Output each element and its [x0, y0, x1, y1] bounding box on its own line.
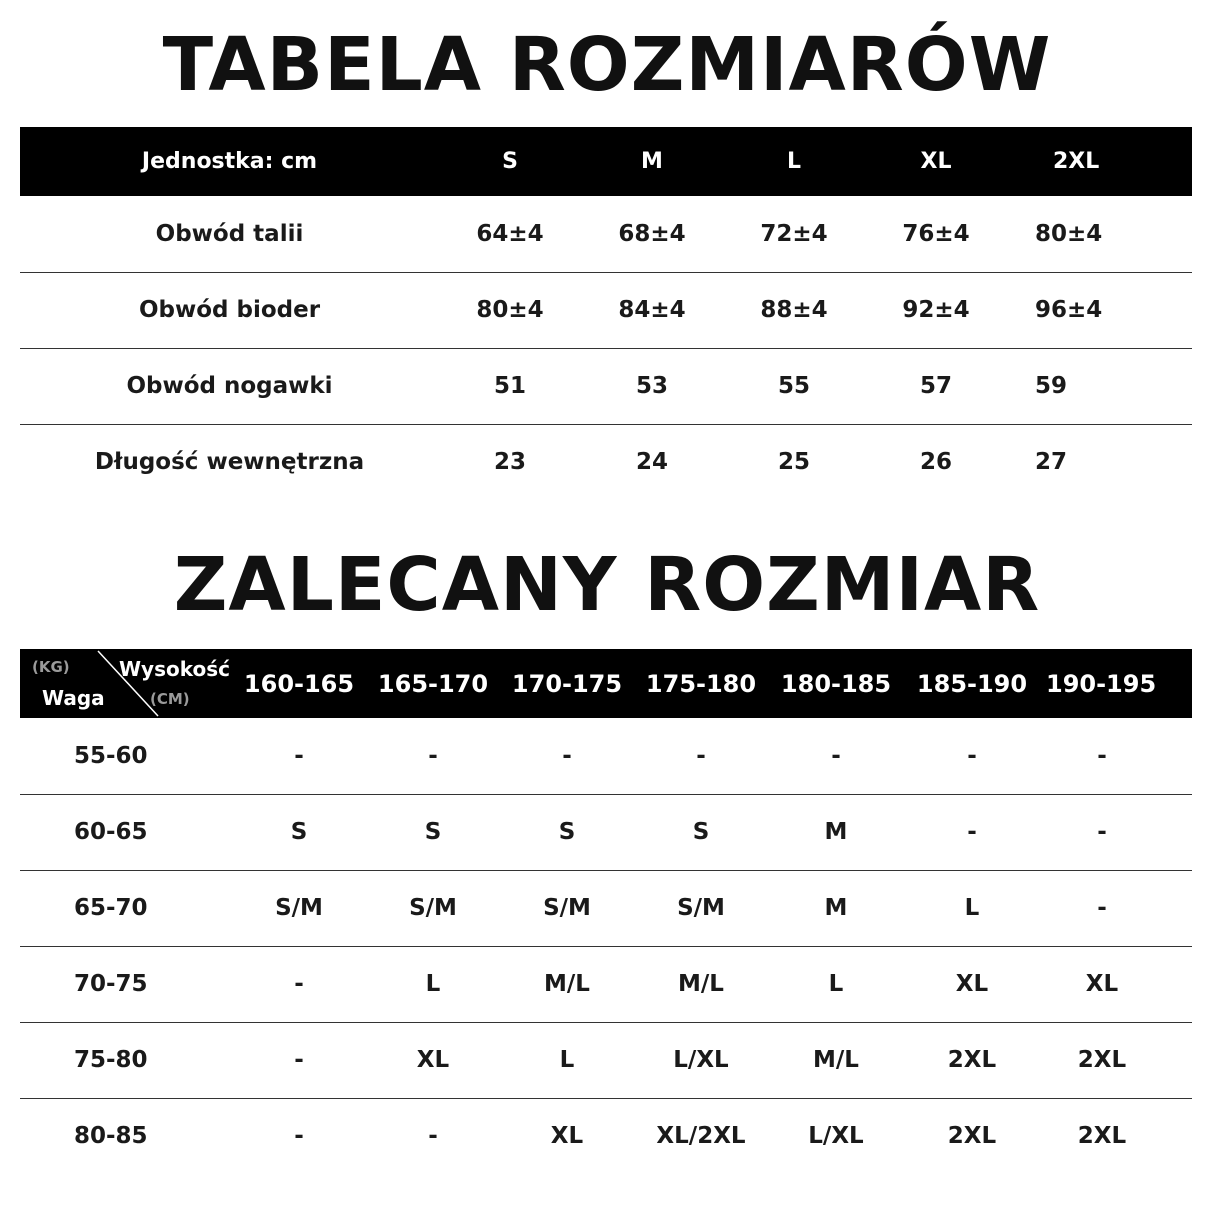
- height-header: 190-195: [1046, 669, 1157, 698]
- measurement-value: 25: [777, 449, 810, 476]
- height-unit: (CM): [150, 690, 190, 708]
- weight-range: 55-60: [20, 718, 232, 794]
- recommended-size: -: [1040, 870, 1192, 946]
- measurement-value: 27: [1035, 449, 1068, 476]
- height-header: 180-185: [780, 669, 892, 698]
- recommended-size: -: [294, 1123, 304, 1150]
- measurement-value: 53: [581, 348, 723, 424]
- size-header: XL: [920, 149, 952, 174]
- measurement-value: 64±4: [439, 196, 581, 272]
- recommended-size: L: [500, 1022, 634, 1098]
- recommended-size: L/XL: [808, 1123, 864, 1150]
- size-chart-title: TABELA ROZMIARÓW: [162, 22, 1052, 108]
- recommended-size: S: [634, 794, 768, 870]
- height-header: 170-175: [511, 669, 623, 698]
- size-header: L: [786, 149, 802, 174]
- measurement-value: 80±4: [439, 272, 581, 348]
- size-header: 2XL: [1053, 149, 1100, 174]
- measurement-value: 92±4: [865, 272, 1007, 348]
- recommended-size: -: [366, 718, 500, 794]
- recommended-size: -: [232, 1022, 366, 1098]
- recommended-size: XL: [550, 1123, 584, 1150]
- recommended-size: M/L: [768, 1022, 904, 1098]
- measurement-value: 76±4: [865, 196, 1007, 272]
- recommended-size: M: [768, 794, 904, 870]
- recommended-size: -: [428, 1123, 438, 1150]
- recommended-size: M: [768, 870, 904, 946]
- measurement-label: Obwód nogawki: [20, 348, 439, 424]
- measurement-value: 23: [493, 449, 526, 476]
- weight-range: 75-80: [20, 1022, 232, 1098]
- size-chart-header-row: [20, 127, 1192, 196]
- weight-range: 70-75: [20, 946, 232, 1022]
- size-chart-row: [20, 424, 1192, 500]
- recommended-size: 2XL: [1077, 1123, 1127, 1150]
- recommended-size: XL/2XL: [656, 1123, 746, 1150]
- measurement-value: 88±4: [723, 272, 865, 348]
- recommended-size: S/M: [500, 870, 634, 946]
- measurement-value: 84±4: [581, 272, 723, 348]
- recommended-size: M/L: [500, 946, 634, 1022]
- recommended-size: -: [904, 794, 1040, 870]
- measurement-value: 72±4: [723, 196, 865, 272]
- measurement-value: 55: [723, 348, 865, 424]
- recommended-size: S/M: [366, 870, 500, 946]
- recommendation-row: [20, 794, 1192, 870]
- recommended-size: -: [232, 718, 366, 794]
- weight-range: 80-85: [74, 1123, 148, 1150]
- measurement-label: Obwód bioder: [20, 272, 439, 348]
- recommended-size: 2XL: [947, 1123, 997, 1150]
- recommendation-header-row: [20, 649, 1192, 718]
- recommended-size: -: [904, 718, 1040, 794]
- size-chart-row: [20, 348, 1192, 424]
- weight-range: 65-70: [20, 870, 232, 946]
- recommended-size: S: [366, 794, 500, 870]
- recommended-size: -: [232, 946, 366, 1022]
- size-chart-table: [20, 127, 1192, 500]
- measurement-label: Obwód talii: [20, 196, 439, 272]
- recommended-size: -: [634, 718, 768, 794]
- measurement-value: 68±4: [581, 196, 723, 272]
- recommended-size: S/M: [232, 870, 366, 946]
- recommendation-row: [20, 870, 1192, 946]
- size-chart-row: [20, 196, 1192, 272]
- measurement-label: Długość wewnętrzna: [94, 449, 365, 476]
- recommended-size: -: [1040, 794, 1192, 870]
- recommended-size: S: [500, 794, 634, 870]
- height-header: 165-170: [377, 669, 489, 698]
- recommended-size: S: [232, 794, 366, 870]
- recommended-size: S/M: [634, 870, 768, 946]
- size-header: S: [502, 149, 518, 174]
- recommended-size: L: [768, 946, 904, 1022]
- recommended-size: -: [768, 718, 904, 794]
- size-chart-row: [20, 272, 1192, 348]
- recommended-size: L/XL: [634, 1022, 768, 1098]
- height-header: 160-165: [243, 669, 355, 698]
- recommendation-title: ZALECANY ROZMIAR: [173, 542, 1041, 628]
- recommended-size: 2XL: [904, 1022, 1040, 1098]
- measurement-value: 26: [919, 449, 952, 476]
- recommendation-table: [20, 649, 1192, 1174]
- measurement-value: 80±4: [1007, 196, 1192, 272]
- recommended-size: XL: [1040, 946, 1192, 1022]
- unit-header: Jednostka: cm: [141, 149, 318, 174]
- recommendation-row: [20, 1098, 1192, 1174]
- measurement-value: 96±4: [1007, 272, 1192, 348]
- recommended-size: M/L: [634, 946, 768, 1022]
- recommended-size: XL: [366, 1022, 500, 1098]
- height-label: Wysokość: [118, 657, 230, 681]
- recommendation-row: [20, 946, 1192, 1022]
- weight-range: 60-65: [20, 794, 232, 870]
- weight-label: Waga: [42, 686, 105, 710]
- recommended-size: -: [1040, 718, 1192, 794]
- height-header: 175-180: [645, 669, 757, 698]
- recommendation-row: [20, 1022, 1192, 1098]
- recommendation-row: [20, 718, 1192, 794]
- recommended-size: -: [500, 718, 634, 794]
- recommended-size: 2XL: [1040, 1022, 1192, 1098]
- recommended-size: L: [366, 946, 500, 1022]
- measurement-value: 59: [1007, 348, 1192, 424]
- recommended-size: XL: [904, 946, 1040, 1022]
- weight-unit: (KG): [32, 658, 70, 676]
- height-header: 185-190: [916, 669, 1028, 698]
- measurement-value: 57: [865, 348, 1007, 424]
- recommended-size: L: [904, 870, 1040, 946]
- measurement-value: 24: [635, 449, 668, 476]
- size-header: M: [641, 149, 663, 174]
- corner-header: [20, 649, 232, 718]
- measurement-value: 51: [439, 348, 581, 424]
